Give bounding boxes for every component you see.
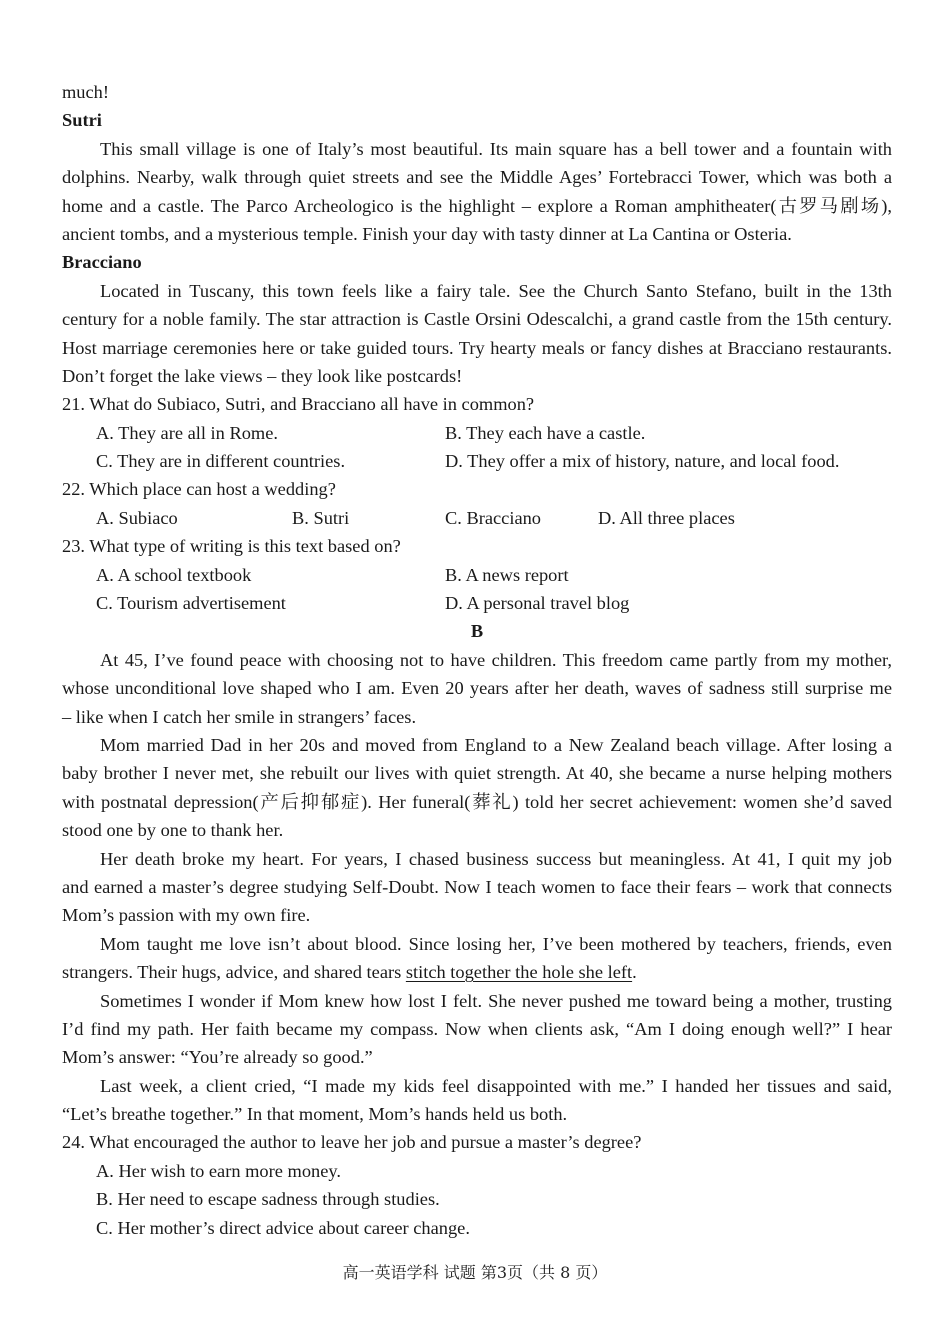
option-c: C. They are in different countries.	[96, 451, 346, 472]
passage-b-line: “Let’s breathe together.” In that moment, Mom’s hands held us both.	[62, 1104, 568, 1125]
passage-b-text: strangers. Their hugs, advice, and shared tears	[62, 962, 406, 983]
question-22-options-row	[62, 504, 892, 532]
page-footer: 高一英语学科 试题 第3页（共 8 页）	[342, 1263, 608, 1282]
option-a: A. Subiaco	[96, 507, 178, 528]
passage-b-line: I’d find my path. Her faith became my compass. Now when clients ask, “Am I doing enough well?” I hear	[62, 1018, 892, 1039]
passage-b-line: – like when I catch her smile in strangers’ faces.	[62, 706, 417, 727]
question-23-options-row	[62, 561, 892, 589]
bracciano-line: century for a noble family. The star attraction is Castle Orsini Odescalchi, a grand castle from the 15th century.	[62, 309, 892, 330]
option-b: B. They each have a castle.	[445, 422, 646, 443]
option-c: C. Tourism advertisement	[96, 593, 286, 614]
option-c: C. Her mother’s direct advice about career change.	[96, 1217, 470, 1238]
option-d: D. A personal travel blog	[445, 593, 630, 614]
question-21-options-row	[62, 419, 892, 447]
sutri-line: This small village is one of Italy’s most beautiful. Its main square has a bell tower and a fountain with	[100, 138, 892, 159]
passage-b-line: and earned a master’s degree studying Self-Doubt. Now I teach women to face their fears – work that connects	[62, 876, 892, 897]
passage-b-line: Mom’s passion with my own fire.	[62, 905, 311, 926]
passage-b-line: Mom’s answer: “You’re already so good.”	[62, 1047, 373, 1068]
option-d: D. They offer a mix of history, nature, and local food.	[445, 451, 840, 472]
option-b: B. Sutri	[292, 507, 350, 528]
option-a: A. A school textbook	[96, 564, 252, 585]
sutri-line: dolphins. Nearby, walk through quiet streets and see the Middle Ages’ Fortebracci Tower, which was both a	[62, 167, 892, 188]
question-23-options-row	[62, 589, 892, 617]
question-21-options-row	[62, 447, 892, 475]
option-d: D. All three places	[598, 507, 735, 528]
bracciano-line: Located in Tuscany, this town feels like a fairy tale. See the Church Santo Stefano, built in the 13th	[100, 280, 892, 301]
option-a: A. They are all in Rome.	[96, 422, 278, 443]
passage-b-line: Sometimes I wonder if Mom knew how lost I felt. She never pushed me toward being a mother, trusting	[100, 990, 892, 1011]
top-fragment: much!	[62, 82, 109, 102]
passage-b-line: baby brother I never met, she rebuilt our lives with quiet strength. At 40, she became a nurse helping mothers	[62, 763, 892, 784]
option-c: C. Bracciano	[445, 507, 542, 528]
passage-b-line: Her death broke my heart. For years, I chased business success but meaningless. At 41, I quit my job	[100, 848, 892, 869]
passage-b-line	[62, 958, 892, 986]
passage-b-text: .	[632, 962, 637, 983]
question-23-stem: 23. What type of writing is this text based on?	[62, 536, 401, 557]
section-b-heading: B	[470, 621, 484, 642]
question-21-stem: 21. What do Subiaco, Sutri, and Bracciano all have in common?	[62, 394, 535, 415]
bracciano-heading: Bracciano	[62, 252, 142, 273]
option-a: A. Her wish to earn more money.	[96, 1160, 341, 1181]
sutri-heading: Sutri	[62, 110, 102, 131]
passage-b-line: stood one by one to thank her.	[62, 820, 284, 841]
passage-b-line: Mom married Dad in her 20s and moved from England to a New Zealand beach village. After losing a	[100, 734, 892, 755]
passage-b-line: Mom taught me love isn’t about blood. Since losing her, I’ve been mothered by teachers, friends, even	[100, 933, 892, 954]
bracciano-line: Don’t forget the lake views – they look like postcards!	[62, 365, 463, 386]
passage-b-line: Last week, a client cried, “I made my kids feel disappointed with me.” I handed her tissues and said,	[100, 1075, 892, 1096]
sutri-line: home and a castle. The Parco Archeologico is the highlight – explore a Roman amphitheater(古罗马剧场),	[62, 195, 892, 216]
question-24-stem: 24. What encouraged the author to leave her job and pursue a master’s degree?	[62, 1132, 642, 1153]
bracciano-line: Host marriage ceremonies here or take guided tours. Try hearty meals or fancy dishes at Bracciano restaurants.	[62, 337, 892, 358]
exam-page	[62, 78, 892, 1242]
passage-b-line: with postnatal depression(产后抑郁症). Her funeral(葬礼) told her secret achievement: women she’d saved	[62, 791, 892, 812]
question-22-stem: 22. Which place can host a wedding?	[62, 479, 336, 500]
underlined-phrase: stitch together the hole she left	[405, 962, 633, 983]
option-b: B. A news report	[445, 564, 569, 585]
passage-b-line: At 45, I’ve found peace with choosing not to have children. This freedom came partly from my mother,	[100, 649, 892, 670]
sutri-line: ancient tombs, and a mysterious temple. Finish your day with tasty dinner at La Cantina or Osteria.	[62, 223, 792, 244]
passage-b-line: whose unconditional love shaped who I am. Even 20 years after her death, waves of sadness still surprise me	[62, 678, 892, 699]
option-b: B. Her need to escape sadness through studies.	[96, 1189, 440, 1210]
